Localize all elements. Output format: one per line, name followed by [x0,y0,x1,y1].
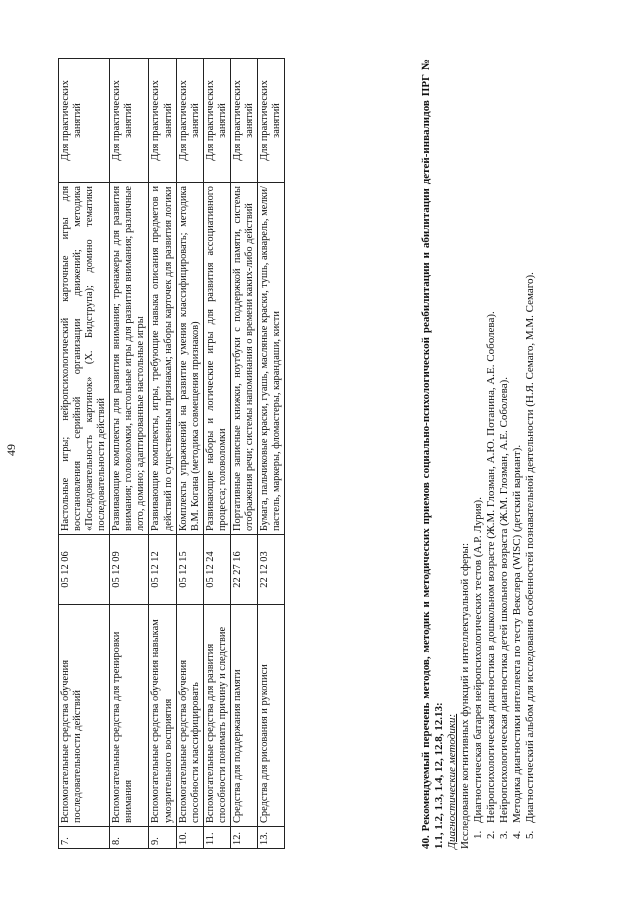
table-row [176,59,203,849]
tool-usage: Для практических занятий [230,59,257,183]
tool-name: Вспомогательные средства для развития способности понимать причину и следствие [203,605,230,827]
list-item [524,59,537,849]
tool-name: Вспомогательные средства обучения последовательности действий [59,605,110,827]
item-text: Методика диагностики интеллекта по тесту Векслера (WISC) (детский вариант). [510,444,523,823]
tool-description: Портативные записные книжки, ноутбуки с поддержкой памяти, системы отображения речи; системы напоминания о времени каких-либо действий [230,183,257,535]
tool-code: 05 12 15 [176,535,203,605]
row-number: 10. [176,827,203,849]
row-number: 8. [110,827,149,849]
tool-name: Вспомогательные средства для тренировки внимания [110,605,149,827]
table-row [59,59,110,849]
item-number: 1. [471,830,484,839]
tool-code: 05 12 24 [203,535,230,605]
tool-code: 05 12 12 [149,535,176,605]
list-item [485,59,498,849]
tool-code: 22 12 03 [257,535,284,605]
tool-description: Развивающие комплекты для развития внимания; тренажеры для развития внимания; головоломки, настольные игры для развития внимания; различные лото, домино; адаптированные настольные игры [110,183,149,535]
tool-code: 05 12 06 [59,535,110,605]
item-number: 2. [484,830,497,839]
item-text: Диагностическая батарея нейропсихологических тестов (А.Р. Лурия). [471,497,484,823]
row-number: 12. [230,827,257,849]
item-number: 5. [523,830,536,839]
tool-usage: Для практических занятий [59,59,110,183]
item-number: 4. [510,830,523,839]
item-number: 3. [497,830,510,839]
tool-usage: Для практических занятий [149,59,176,183]
tool-name: Вспомогательные средства обучения навыкам умозрительного восприятия [149,605,176,827]
tool-description: Настольные игры; нейропсихологический карточные игры для восстановления серийной организации движений; методика «Последовательность картинок» (Х. Бидструпа); домино тематики последовательности действий [59,183,110,535]
row-number: 7. [59,827,110,849]
list-item [511,59,524,849]
item-text: Нейропсихологическая диагностика в дошкольном возрасте (Ж.М. Глозман, А.Ю. Потанина, А.Е. Соболева). [484,311,497,823]
list-item [472,59,485,849]
row-number: 11. [203,827,230,849]
section-intro: Исследование когнитивных функций и интеллектуальной сферы: [458,542,471,849]
row-number: 9. [149,827,176,849]
tool-code: 22 27 16 [230,535,257,605]
tool-name: Средства для рисования и рукописи [257,605,284,827]
tool-name: Вспомогательные средства обучения способности классифицировать [176,605,203,827]
tool-code: 05 12 09 [110,535,149,605]
methods-section [420,59,537,849]
tool-description: Развивающие наборы и логические игры для развития ассоциативного процесса; головоломки [203,183,230,535]
assistive-tools-table [58,58,285,849]
tool-description: Комплекты упражнений на развитие умения классифицировать; методика В.М. Когана (методика совмещения признаков) [176,183,203,535]
tool-description: Развивающие комплекты, игры, требующие навыка описания предметов и действий по существенным признакам; наборы карточек для развития логики [149,183,176,535]
table-row [203,59,230,849]
section-title: 40. Рекомендуемый перечень методов, методик и методических приемов социально-психологической реабилитации и абилитации детей-инвалидов ПРГ № 1.1, 1.2, 1.3, 1.4, 12, 12.8, 12.13: [420,59,445,849]
tool-usage: Для практических занятий [110,59,149,183]
table-row [110,59,149,849]
tool-usage: Для практических занятий [257,59,284,183]
section-subtitle: Диагностические методики: [445,713,458,849]
tool-usage: Для практических занятий [203,59,230,183]
table-row [230,59,257,849]
tool-description: Бумага, пальчиковые краски, гуашь, масляные краски, тушь, акварель, мелки/пастель, маркеры, фломастеры, карандаши, кисти [257,183,284,535]
tool-name: Средства для поддержания памяти [230,605,257,827]
tool-usage: Для практических занятий [176,59,203,183]
page-number: 49 [4,444,18,456]
table-row [149,59,176,849]
item-text: Диагностический альбом для исследования особенностей познавательной деятельности (Н.Я. Семаго, М.М. Семаго). [523,272,536,823]
row-number: 13. [257,827,284,849]
table-row [257,59,284,849]
list-item [498,59,511,849]
item-text: Нейропсихологическая диагностика детей школьного возраста (Ж.М. Глозман, А.Е. Соболева). [497,377,510,823]
